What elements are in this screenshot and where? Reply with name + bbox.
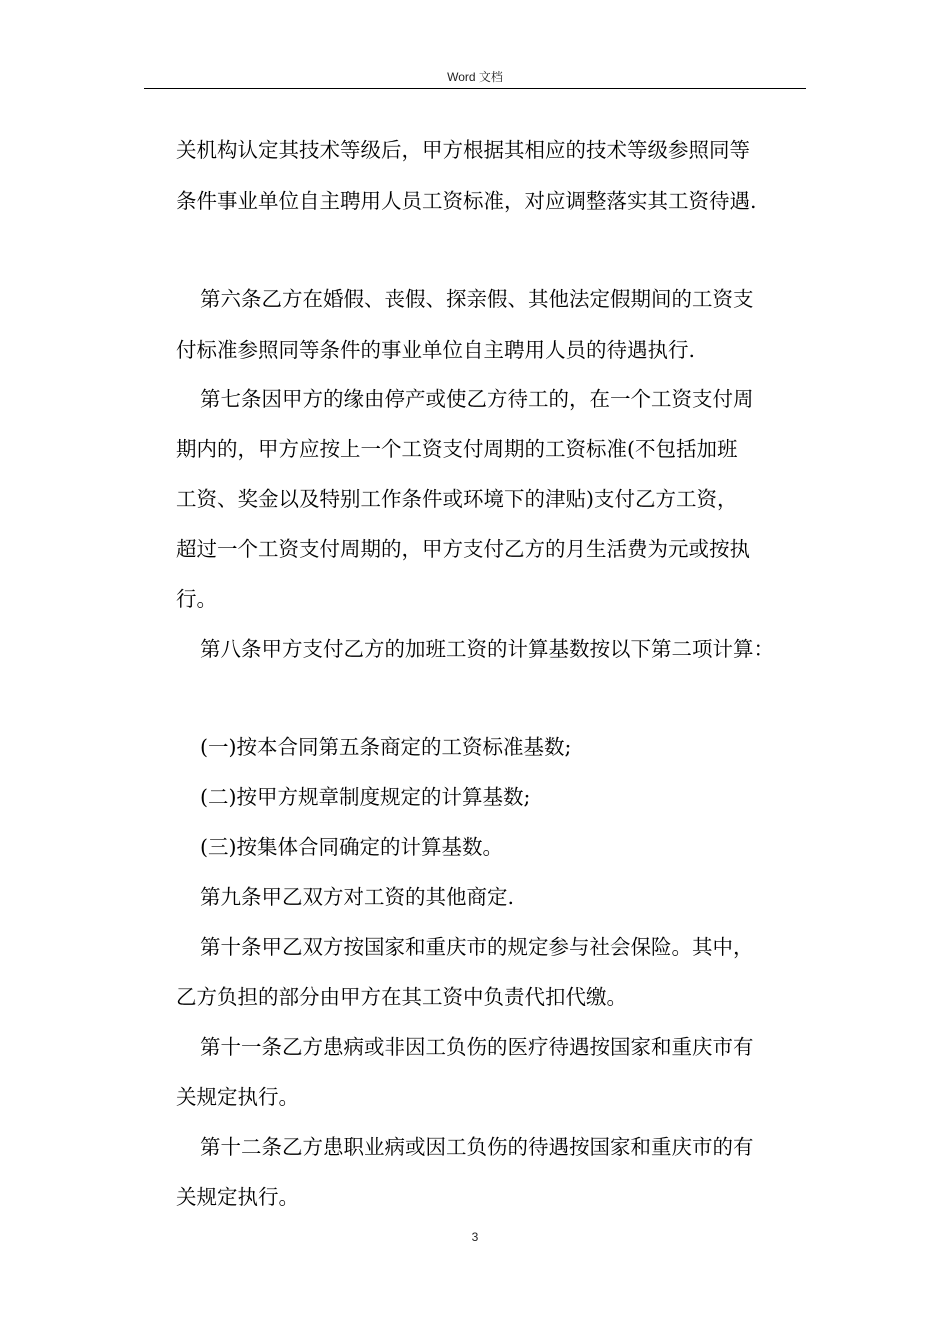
body-line: 超过一个工资支付周期的，甲方支付乙方的月生活费为元或按执 xyxy=(176,537,750,561)
paragraph-line: 第七条因甲方的缘由停产或使乙方待工的，在一个工资支付周 xyxy=(200,387,754,411)
body-line: 关规定执行。 xyxy=(176,1085,299,1109)
page-number: 3 xyxy=(471,1230,479,1244)
paragraph-line: 第八条甲方支付乙方的加班工资的计算基数按以下第二项计算： xyxy=(200,637,774,661)
header-title: Word 文档 xyxy=(447,70,503,84)
paragraph-line: 第六条乙方在婚假、丧假、探亲假、其他法定假期间的工资支 xyxy=(200,287,754,311)
paragraph-line: 第十条甲乙双方按国家和重庆市的规定参与社会保险。其中， xyxy=(200,935,754,959)
body-line: 关规定执行。 xyxy=(176,1185,299,1209)
list-item: (二)按甲方规章制度规定的计算基数; xyxy=(200,785,531,809)
body-line: 付标准参照同等条件的事业单位自主聘用人员的待遇执行. xyxy=(176,338,696,362)
body-line: 条件事业单位自主聘用人员工资标准，对应调整落实其工资待遇. xyxy=(176,189,757,213)
body-line: 行。 xyxy=(176,587,217,611)
body-line: 乙方负担的部分由甲方在其工资中负责代扣代缴。 xyxy=(176,985,627,1009)
list-item: (三)按集体合同确定的计算基数。 xyxy=(200,835,503,859)
paragraph-line: 第十一条乙方患病或非因工负伤的医疗待遇按国家和重庆市有 xyxy=(200,1035,754,1059)
list-item: (一)按本合同第五条商定的工资标准基数; xyxy=(200,735,572,759)
paragraph-line: 第十二条乙方患职业病或因工负伤的待遇按国家和重庆市的有 xyxy=(200,1135,754,1159)
header-divider xyxy=(144,88,806,89)
body-line: 期内的，甲方应按上一个工资支付周期的工资标准(不包括加班 xyxy=(176,437,738,461)
body-line: 工资、奖金以及特别工作条件或环境下的津贴)支付乙方工资， xyxy=(176,487,738,511)
body-line: 关机构认定其技术等级后，甲方根据其相应的技术等级参照同等 xyxy=(176,138,750,162)
paragraph-line: 第九条甲乙双方对工资的其他商定. xyxy=(200,885,515,909)
